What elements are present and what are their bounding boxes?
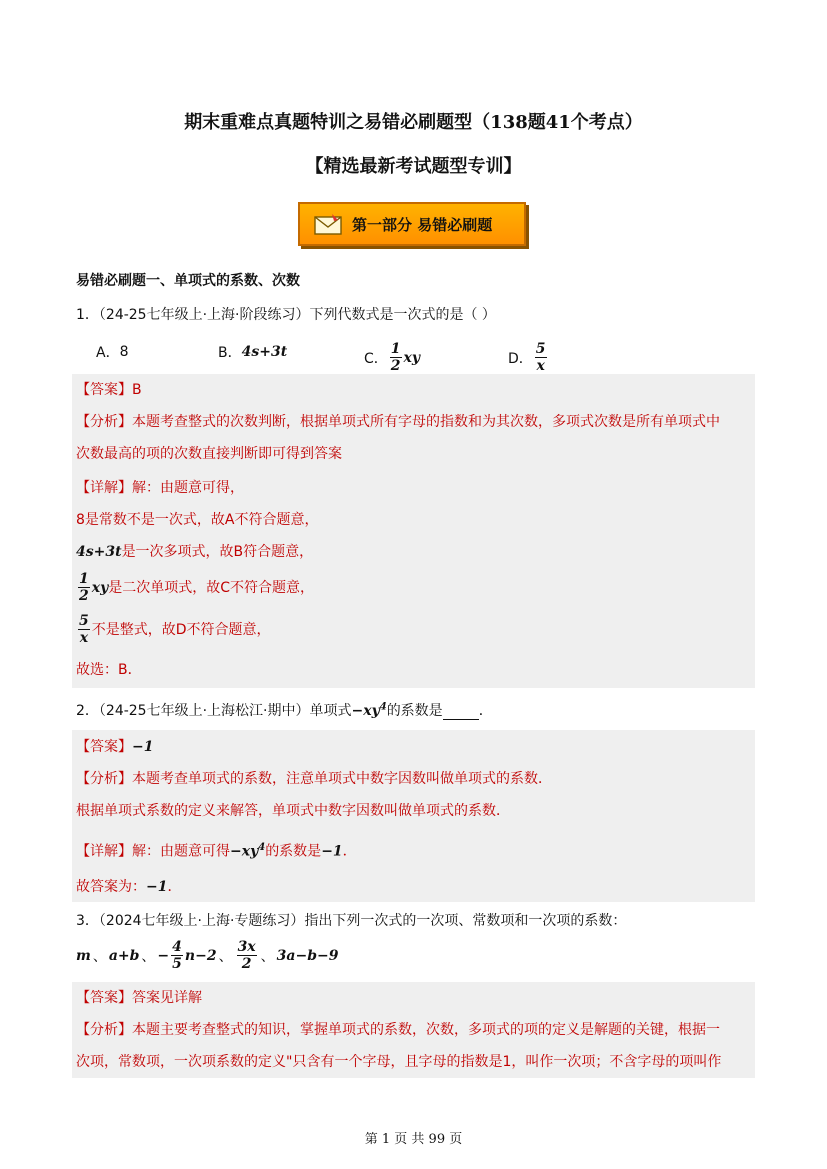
q1-detail-b: 4s+3t是一次多项式，故B符合题意，	[76, 544, 314, 560]
q1-answer: 【答案】B	[76, 382, 142, 398]
option-b	[218, 342, 287, 362]
page-footer: 第 1 页 共 99 页	[364, 1132, 463, 1147]
q2-detail: 【详解】解：由题意可得$-xy^4$的系数是−1．	[76, 842, 357, 860]
option-d-fraction: $\frac{5}{x}$	[535, 341, 546, 374]
option-a	[96, 342, 129, 362]
option-c	[364, 342, 420, 373]
q3-answer: 【答案】答案见详解	[76, 990, 202, 1006]
option-b-expr: 4s+3t	[241, 344, 288, 360]
q1-detail-a: 8是常数不是一次式，故A不符合题意，	[76, 512, 319, 528]
question-2-stem: 2．（24-25七年级上·上海松江·期中）单项式$-xy^4$的系数是 ．	[76, 701, 493, 719]
envelope-icon	[314, 213, 342, 235]
question-1-options	[96, 341, 736, 374]
q2-analysis-cont: 根据单项式系数的定义来解答，单项式中数字因数叫做单项式的系数．	[76, 803, 510, 819]
section-heading: 易错必刷题一、单项式的系数、次数	[76, 273, 300, 289]
part-badge-label: 第一部分 易错必刷题	[352, 215, 493, 234]
q1-conclusion: 故选：B．	[76, 662, 142, 678]
option-a-label: A．	[96, 345, 120, 361]
option-d	[508, 342, 549, 373]
option-a-expr: 8	[119, 344, 129, 360]
option-d-label: D．	[508, 350, 533, 367]
q1-detail-c: $\frac{1}{2}$ xy 是二次单项式，故C不符合题意，	[79, 571, 315, 604]
option-b-label: B．	[218, 345, 242, 361]
question-1-stem: 1．（24-25七年级上·上海·阶段练习）下列代数式是一次式的是（ ）	[76, 307, 496, 323]
option-c-tail: xy	[403, 349, 421, 366]
option-c-fraction: $\frac{1}{2}$	[390, 341, 401, 374]
q1-analysis-cont: 次数最高的项的次数直接判断即可得到答案	[76, 446, 342, 462]
question-3-stem: 3．（2024七年级上·上海·专题练习）指出下列一次式的一次项、常数项和一次项的系数：	[76, 913, 627, 929]
part-badge	[298, 202, 526, 246]
q1-detail-d: $\frac{5}{x}$ 不是整式，故D不符合题意，	[79, 613, 271, 646]
q1-detail: 【详解】解：由题意可得，	[76, 480, 244, 496]
question-3-expressions: m 、 a+b 、 − $\frac{4}{5}$ n−2 、 $\frac{3x}{2}$ 、 3a−b−9	[76, 939, 339, 972]
q2-conclusion: 故答案为：−1．	[76, 879, 182, 895]
option-c-label: C．	[364, 350, 388, 367]
q2-analysis: 【分析】本题考查单项式的系数，注意单项式中数字因数叫做单项式的系数．	[76, 771, 552, 787]
q2-answer: 【答案】−1	[76, 739, 154, 755]
q1-analysis: 【分析】本题考查整式的次数判断，根据单项式所有字母的指数和为其次数，多项式次数是所有单项式中	[76, 414, 720, 430]
document-subtitle: 【精选最新考试题型专训】	[305, 156, 522, 177]
document-title: 期末重难点真题特训之易错必刷题型（138题41个考点）	[184, 112, 643, 133]
answer-blank	[443, 705, 479, 720]
q3-analysis-cont: 次项，常数项，一次项系数的定义"只含有一个字母，且字母的指数是1，叫作一次项；不含字母的项叫作	[76, 1054, 722, 1070]
q3-analysis: 【分析】本题主要考查整式的知识，掌握单项式的系数，次数，多项式的项的定义是解题的关键，根据一	[76, 1022, 720, 1038]
